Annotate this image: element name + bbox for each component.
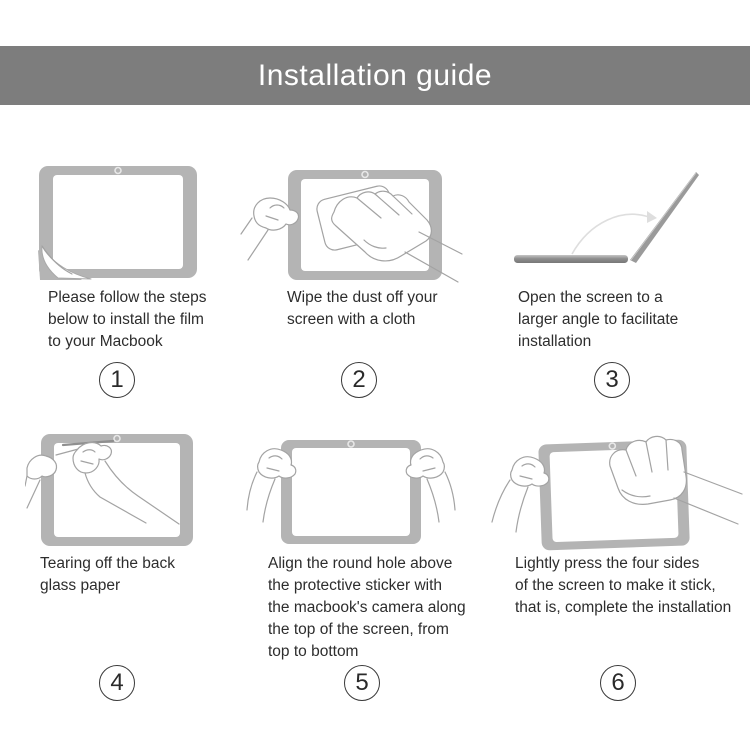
page-title: Installation guide [257, 58, 493, 92]
macbook-screen-with-peeled-film-corner-icon [30, 162, 200, 287]
hands-pressing-four-sides-icon [488, 430, 748, 560]
hand-wiping-screen-with-cloth-icon [240, 160, 468, 292]
step-5-panel [245, 428, 480, 710]
hands-tearing-off-back-paper-icon [25, 428, 225, 553]
step-3-panel [500, 160, 745, 400]
step-6-panel [488, 428, 750, 710]
header-banner [0, 46, 750, 105]
step-4-caption: Tearing off the back glass paper [40, 555, 175, 594]
hands-aligning-film-to-camera-icon [245, 432, 475, 552]
step-4-number-badge: 4 [99, 665, 135, 701]
step-6-caption: Lightly press the four sides of the screen to make it stick, that is, complete the installation [515, 555, 732, 616]
step-1-number-badge: 1 [99, 362, 135, 398]
step-5-number-badge: 5 [344, 665, 380, 701]
step-6-number-badge: 6 [600, 665, 636, 701]
step-2-panel [240, 160, 470, 400]
laptop-opened-to-wide-angle-icon [500, 160, 730, 280]
step-2-number-badge: 2 [341, 362, 377, 398]
step-5-caption: Align the round hole above the protective sticker with the macbook's camera along the top of the screen, from top to bottom [268, 555, 466, 660]
step-1-panel [25, 160, 240, 400]
step-3-caption: Open the screen to a larger angle to facilitate installation [518, 289, 679, 350]
step-1-caption: Please follow the steps below to install the film to your Macbook [48, 289, 207, 350]
step-2-caption: Wipe the dust off your screen with a cloth [287, 289, 438, 328]
step-3-number-badge: 3 [594, 362, 630, 398]
step-4-panel [25, 428, 240, 710]
